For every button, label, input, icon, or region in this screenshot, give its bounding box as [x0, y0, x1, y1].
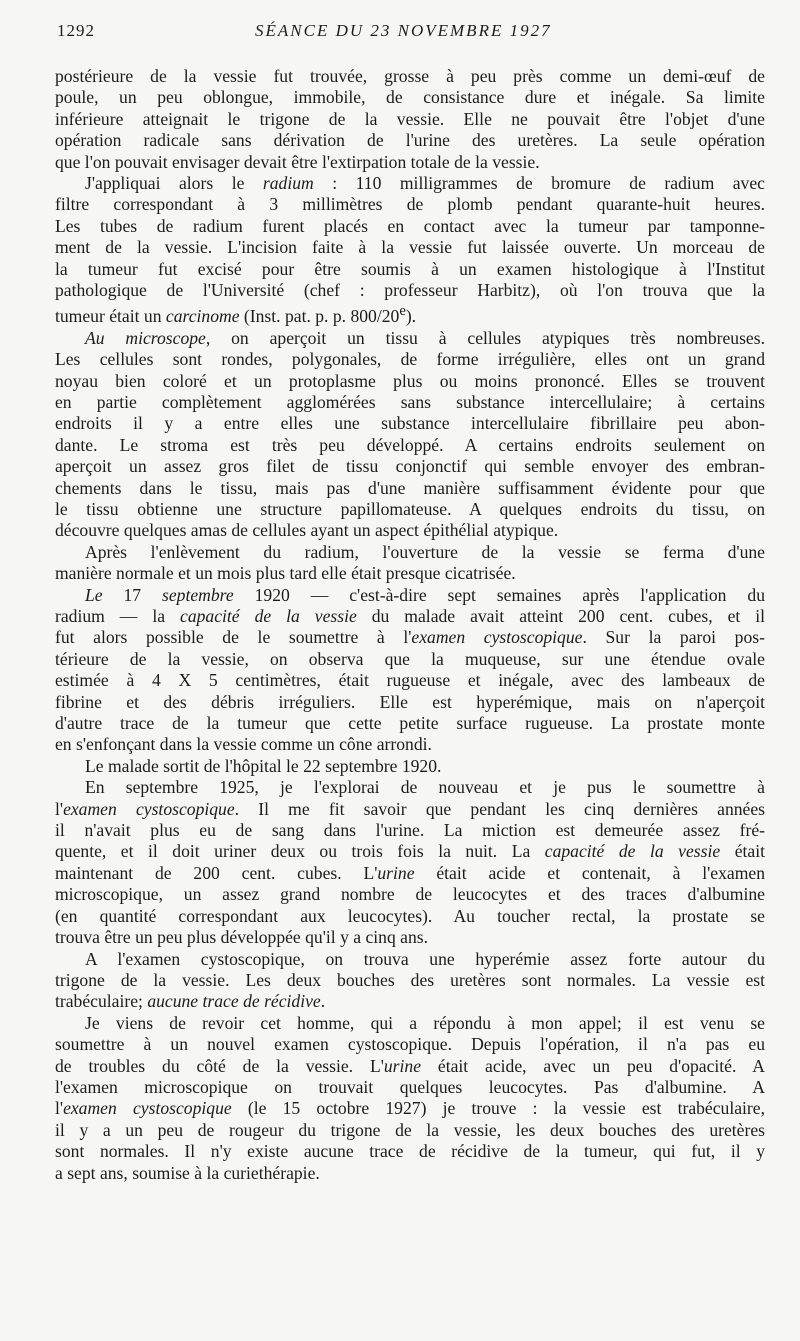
- text-line: En septembre 1925, je l'explorai de nouveau et je pus le soumettre à: [85, 777, 765, 798]
- text-line: quente, et il doit uriner deux ou trois fois la nuit. La capacité de la vessie était: [55, 841, 765, 862]
- text-line: d'autre trace de la tumeur que cette petite surface rugueuse. La prostate monte: [55, 713, 765, 734]
- text-line: il y a un peu de rougeur du trigone de la vessie, les deux bouches des uretères: [55, 1119, 765, 1140]
- text-line: en s'enfonçant dans la vessie comme un cône arrondi.: [55, 734, 432, 755]
- text-line: postérieure de la vessie fut trouvée, grosse à peu près comme un demi-œuf de: [55, 66, 765, 86]
- text-line: le tissu obtienne une structure papillomateuse. A quelques endroits du tissu, on: [55, 498, 765, 519]
- text-line: Les cellules sont rondes, polygonales, de forme irrégulière, elles ont un grand: [55, 349, 765, 370]
- text-line: manière normale et un mois plus tard elle était presque cicatrisée.: [55, 563, 516, 584]
- text-line: de troubles du côté de la vessie. L'urine était acide, avec un peu d'opacité. A: [55, 1055, 765, 1076]
- text-line: (en quantité correspondant aux leucocytes). Au toucher rectal, la prostate se: [55, 905, 765, 926]
- text-line: soumettre à un nouvel examen cystoscopique. Depuis l'opération, il n'a pas eu: [55, 1034, 765, 1055]
- text-line: a sept ans, soumise à la curiethérapie.: [55, 1162, 320, 1183]
- text-line: térieure de la vessie, on observa que la muqueuse, sur une étendue ovale: [55, 648, 765, 669]
- text-line: endroits il y a entre elles une substance intercellulaire fibrillaire peu abon-: [55, 413, 765, 434]
- text-line: Le malade sortit de l'hôpital le 22 septembre 1920.: [85, 755, 442, 776]
- text-line: estimée à 4 X 5 centimètres, était rugueuse et inégale, avec des lambeaux de: [55, 670, 765, 691]
- text-line: pathologique de l'Université (chef : professeur Harbitz), où l'on trouva que la: [55, 280, 765, 301]
- body-text: [55, 66, 765, 1184]
- text-line: découvre quelques amas de cellules ayant un aspect épithélial atypique.: [55, 520, 559, 541]
- text-line: poule, un peu oblongue, immobile, de consistance dure et inégale. Sa limite: [55, 87, 765, 108]
- text-line: que l'on pouvait envisager devait être l'extirpation totale de la vessie.: [55, 151, 540, 172]
- text-line: trabéculaire; aucune trace de récidive.: [55, 991, 326, 1012]
- text-line: l'examen microscopique on trouvait quelques leucocytes. Pas d'albumine. A: [55, 1076, 765, 1097]
- page-number: 1292: [57, 21, 95, 40]
- text-line: fibrine et des débris irréguliers. Elle est hyperémique, mais on n'aperçoit: [55, 691, 765, 712]
- text-line: Je viens de revoir cet homme, qui a répondu à mon appel; il est venu se: [85, 1012, 765, 1033]
- text-line: tumeur était un carcinome (Inst. pat. p. p. 800/20e).: [55, 303, 417, 327]
- text-line: Le 17 septembre 1920 — c'est-à-dire sept semaines après l'application du: [85, 584, 765, 605]
- text-line: Les tubes de radium furent placés en contact avec la tumeur par tamponne-: [55, 215, 765, 236]
- running-title: SÉANCE DU 23 NOVEMBRE 1927: [255, 21, 552, 40]
- text-line: noyau bien coloré et un protoplasme plus ou moins prononcé. Elles se trouvent: [55, 370, 765, 391]
- text-line: A l'examen cystoscopique, on trouva une hyperémie assez forte autour du: [85, 948, 765, 969]
- text-line: J'appliquai alors le radium : 110 milligrammes de bromure de radium avec: [85, 173, 765, 194]
- text-line: filtre correspondant à 3 millimètres de plomb pendant quarante-huit heures.: [55, 194, 765, 215]
- text-line: maintenant de 200 cent. cubes. L'urine était acide et contenait, à l'examen: [55, 862, 766, 883]
- text-line: dante. Le stroma est très peu développé. A certains endroits seulement on: [55, 434, 765, 455]
- text-line: aperçoit un assez gros filet de tissu conjonctif qui semble envoyer des embran-: [55, 456, 765, 477]
- text-line: radium — la capacité de la vessie du malade avait atteint 200 cent. cubes, et il: [55, 606, 765, 627]
- text-line: trouva être un peu plus développée qu'il y a cinq ans.: [55, 927, 429, 948]
- page-header: [57, 21, 772, 45]
- text-line: chements dans le tissu, mais pas d'une manière suffisamment évidente pour que: [55, 477, 765, 498]
- text-line: Au microscope, on aperçoit un tissu à cellules atypiques très nombreuses.: [85, 327, 765, 348]
- text-line: Après l'enlèvement du radium, l'ouverture de la vessie se ferma d'une: [85, 541, 765, 562]
- text-line: en partie complètement agglomérées sans substance intercellulaire; à certains: [55, 391, 765, 412]
- text-line: il n'avait plus eu de sang dans l'urine. La miction est demeurée assez fré-: [55, 820, 765, 841]
- text-line: microscopique, un assez grand nombre de leucocytes et des traces d'albumine: [55, 884, 765, 905]
- text-line: ment de la vessie. L'incision faite à la vessie fut laissée ouverte. Un morceau de: [55, 237, 765, 258]
- text-line: sont normales. Il n'y existe aucune trace de récidive de la tumeur, qui fut, il y: [55, 1141, 765, 1162]
- text-line: fut alors possible de le soumettre à l'examen cystoscopique. Sur la paroi pos-: [55, 627, 765, 648]
- text-line: inférieure atteignait le trigone de la vessie. Elle ne pouvait être l'objet d'une: [55, 108, 765, 129]
- text-line: opération radicale sans dérivation de l'urine des uretères. La seule opération: [55, 130, 765, 151]
- text-line: l'examen cystoscopique. Il me fit savoir que pendant les cinq dernières années: [55, 798, 765, 819]
- text-line: la tumeur fut excisé pour être soumis à un examen histologique à l'Institut: [55, 258, 765, 279]
- text-line: l'examen cystoscopique (le 15 octobre 1927) je trouve : la vessie est trabéculaire,: [55, 1098, 765, 1119]
- text-line: trigone de la vessie. Les deux bouches des uretères sont normales. La vessie est: [55, 969, 765, 990]
